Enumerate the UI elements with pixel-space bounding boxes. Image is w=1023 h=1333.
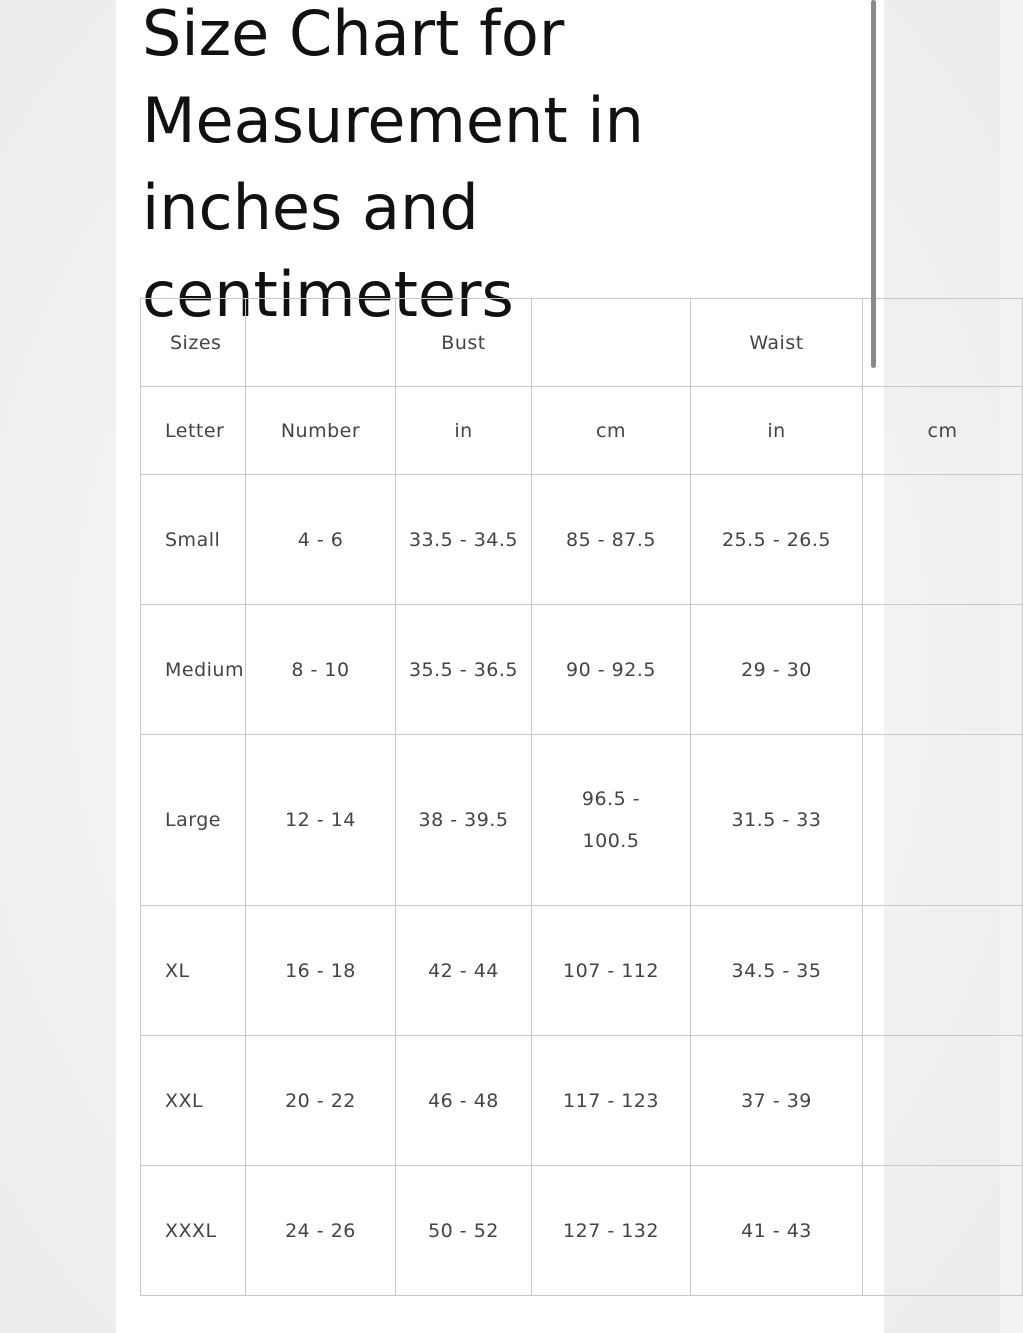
cell-bust-cm: 117 - 123 xyxy=(532,1036,691,1166)
header-cell-letter: Letter xyxy=(141,387,246,475)
cell-number: 4 - 6 xyxy=(246,475,396,605)
cell-waist-cm xyxy=(863,906,1023,1036)
header-cell-waist-in: in xyxy=(691,387,863,475)
cell-number: 8 - 10 xyxy=(246,605,396,735)
table-header-row-groups xyxy=(141,299,1023,387)
cell-bust-cm: 96.5 - 100.5 xyxy=(532,735,691,906)
cell-letter: Small xyxy=(141,475,246,605)
cell-bust-in: 33.5 - 34.5 xyxy=(396,475,532,605)
header-cell-empty xyxy=(863,299,1023,387)
cell-waist-in: 31.5 - 33 xyxy=(691,735,863,906)
header-cell-bust-in: in xyxy=(396,387,532,475)
header-cell-sizes: Sizes xyxy=(141,299,246,387)
cell-waist-cm xyxy=(863,1036,1023,1166)
cell-number: 16 - 18 xyxy=(246,906,396,1036)
table-row xyxy=(141,735,1023,906)
cell-waist-cm xyxy=(863,735,1023,906)
table-row xyxy=(141,906,1023,1036)
page-title: Size Chart for Measurement in inches and centimeters xyxy=(142,0,644,331)
cell-bust-cm: 85 - 87.5 xyxy=(532,475,691,605)
table-row xyxy=(141,605,1023,735)
header-cell-empty xyxy=(532,299,691,387)
table-row xyxy=(141,1166,1023,1296)
cell-number: 20 - 22 xyxy=(246,1036,396,1166)
cell-bust-cm: 127 - 132 xyxy=(532,1166,691,1296)
size-chart-table xyxy=(140,298,1023,1296)
page-scrollbar[interactable] xyxy=(871,0,877,370)
cell-waist-in: 34.5 - 35 xyxy=(691,906,863,1036)
page-scrollbar-thumb[interactable] xyxy=(871,0,876,368)
header-cell-empty xyxy=(246,299,396,387)
size-table-scroll-container[interactable] xyxy=(140,298,958,1310)
cell-waist-in: 37 - 39 xyxy=(691,1036,863,1166)
header-cell-bust: Bust xyxy=(396,299,532,387)
table-header-row-units xyxy=(141,387,1023,475)
cell-bust-in: 50 - 52 xyxy=(396,1166,532,1296)
cell-letter: XL xyxy=(141,906,246,1036)
cell-bust-in: 42 - 44 xyxy=(396,906,532,1036)
table-row xyxy=(141,1036,1023,1166)
cell-number: 12 - 14 xyxy=(246,735,396,906)
cell-letter: XXL xyxy=(141,1036,246,1166)
cell-waist-cm xyxy=(863,605,1023,735)
cell-bust-in: 35.5 - 36.5 xyxy=(396,605,532,735)
cell-letter: Medium xyxy=(141,605,246,735)
header-cell-number: Number xyxy=(246,387,396,475)
cell-letter: Large xyxy=(141,735,246,906)
table-row xyxy=(141,475,1023,605)
cell-number: 24 - 26 xyxy=(246,1166,396,1296)
cell-waist-in: 25.5 - 26.5 xyxy=(691,475,863,605)
cell-bust-in: 46 - 48 xyxy=(396,1036,532,1166)
cell-waist-in: 29 - 30 xyxy=(691,605,863,735)
cell-bust-in: 38 - 39.5 xyxy=(396,735,532,906)
cell-waist-cm xyxy=(863,475,1023,605)
cell-bust-cm: 107 - 112 xyxy=(532,906,691,1036)
content-card xyxy=(116,0,958,1333)
cell-waist-cm xyxy=(863,1166,1023,1296)
header-cell-waist-cm: cm xyxy=(863,387,1023,475)
cell-letter: XXXL xyxy=(141,1166,246,1296)
cell-waist-in: 41 - 43 xyxy=(691,1166,863,1296)
cell-bust-cm: 90 - 92.5 xyxy=(532,605,691,735)
header-cell-bust-cm: cm xyxy=(532,387,691,475)
header-cell-waist: Waist xyxy=(691,299,863,387)
